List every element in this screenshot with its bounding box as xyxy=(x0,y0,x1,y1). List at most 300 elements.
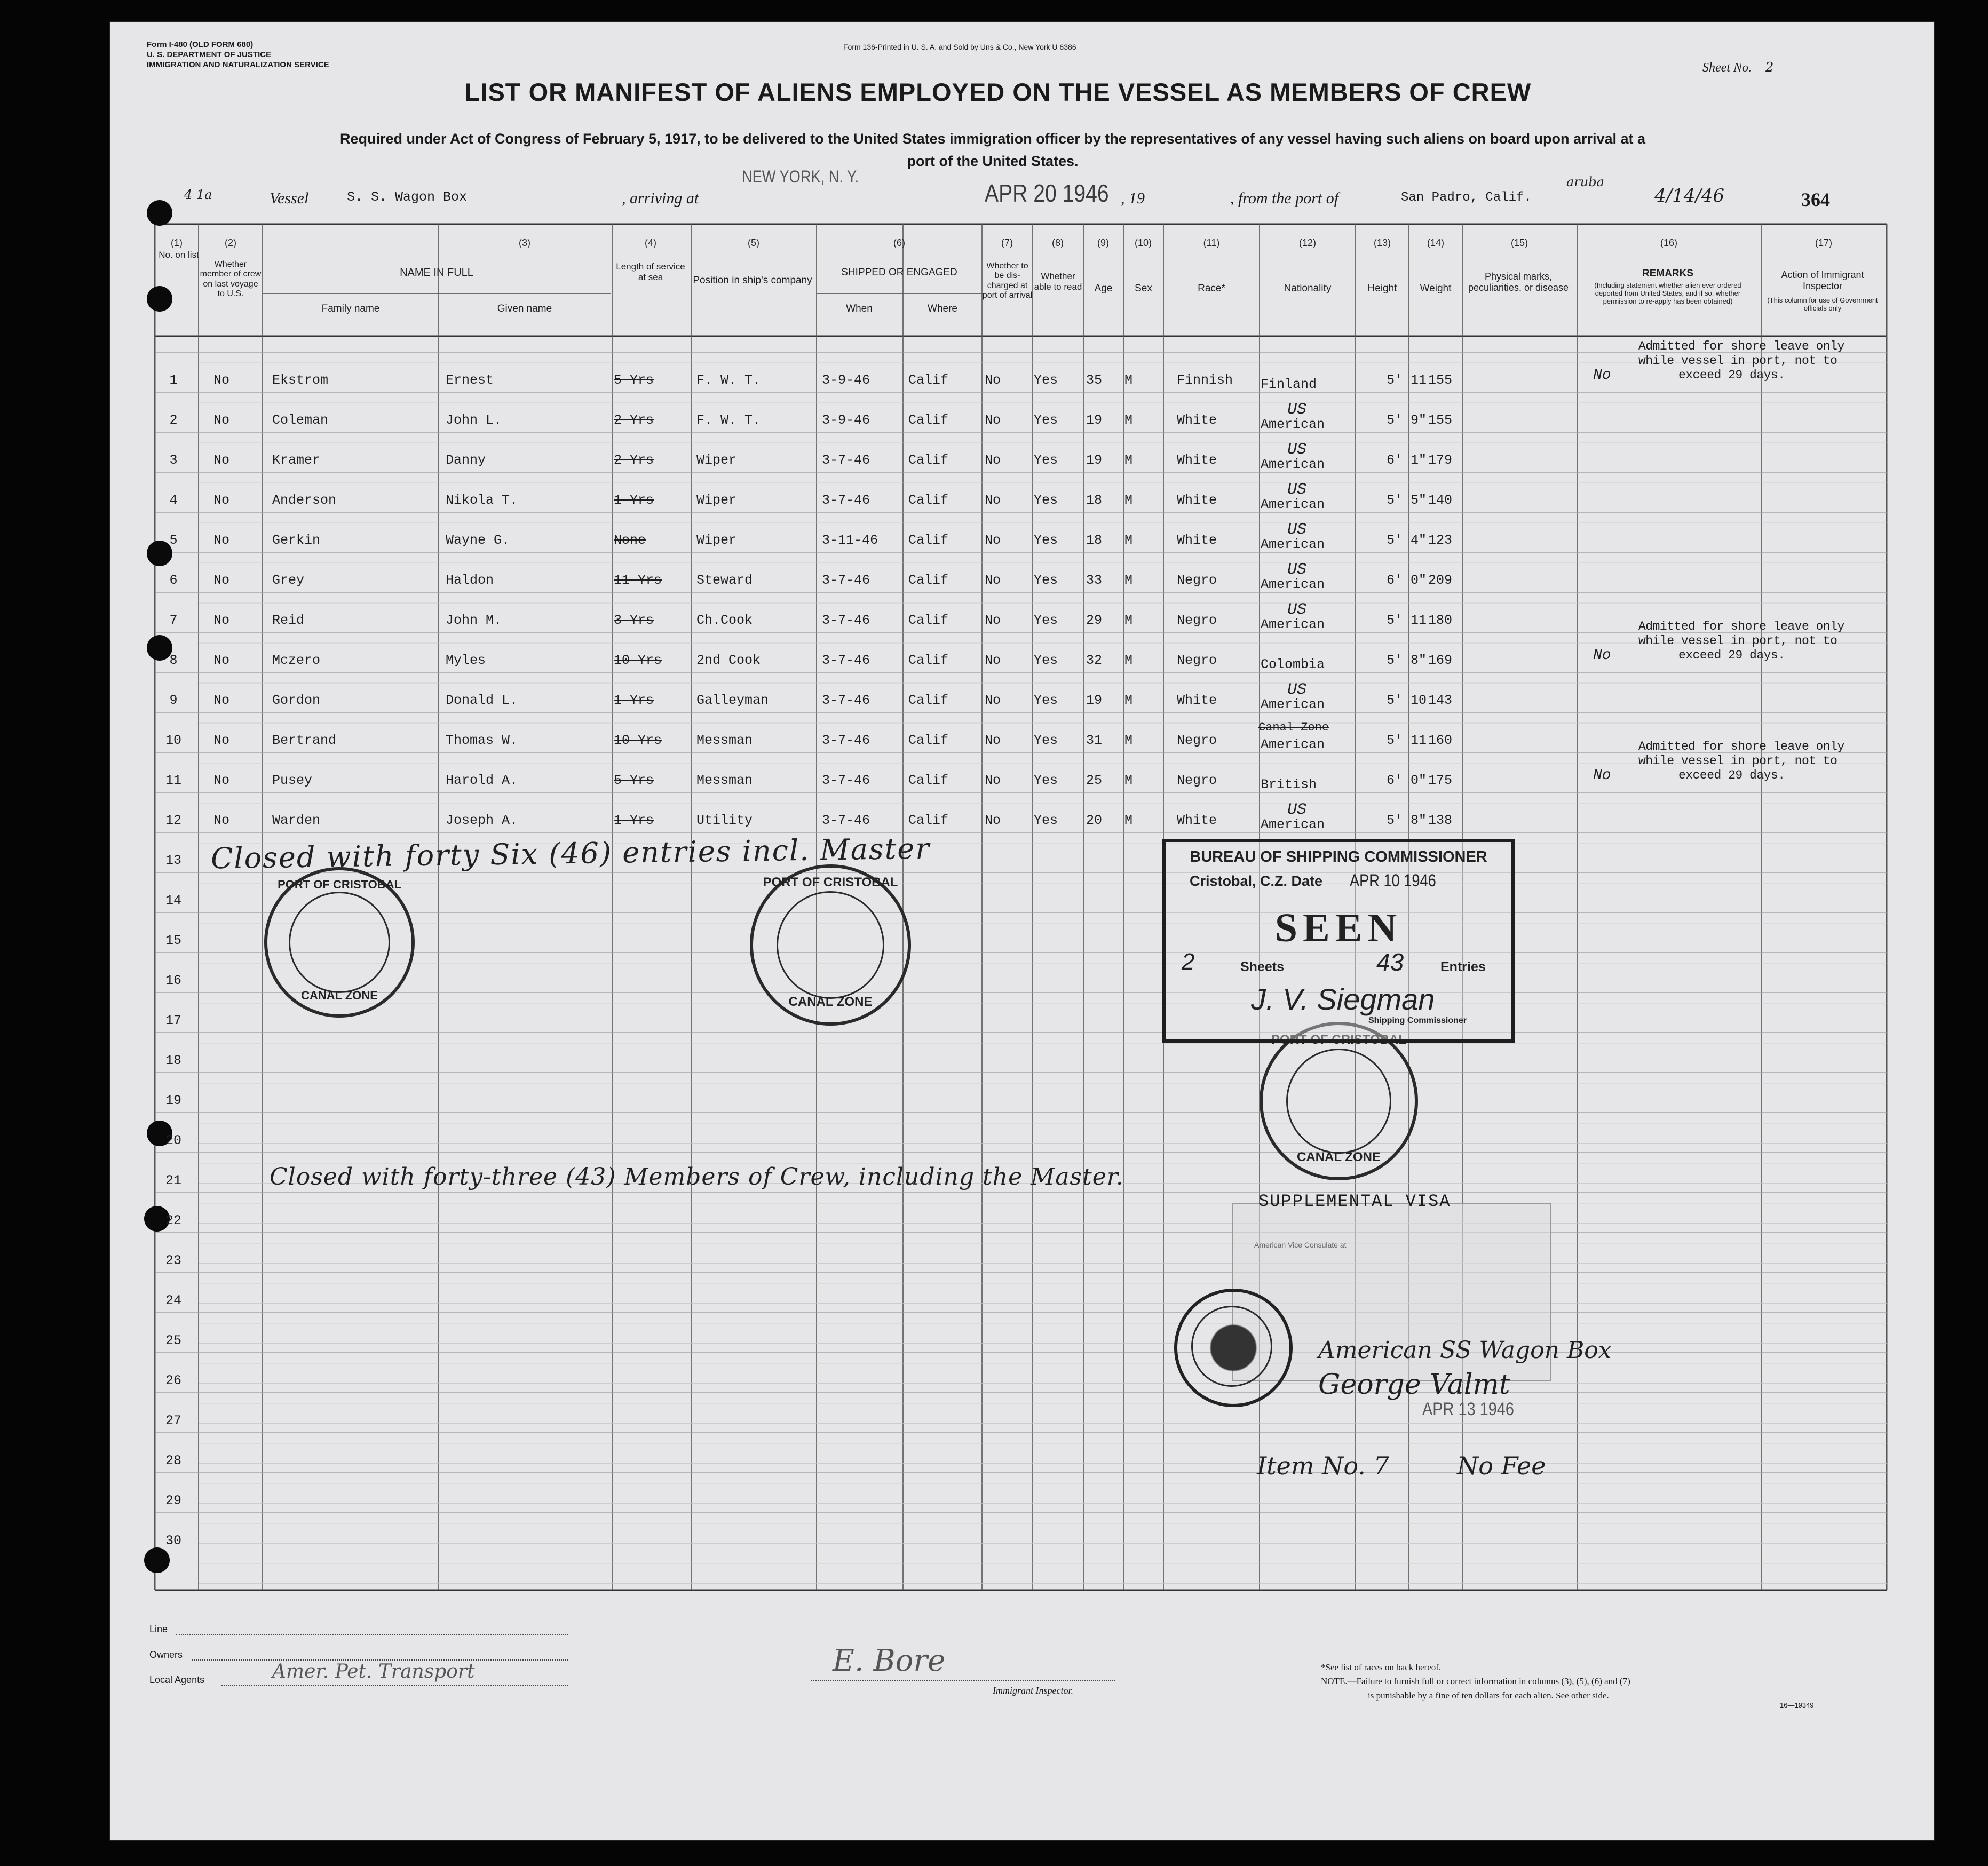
cell-position: F. W. T. xyxy=(696,372,761,388)
cell-sex: M xyxy=(1124,733,1133,748)
cell-nationality: American xyxy=(1261,817,1325,832)
cell-race: Finnish xyxy=(1177,372,1233,388)
cell-read: Yes xyxy=(1034,533,1058,548)
column-number: (16) xyxy=(1660,237,1677,248)
vessel-line xyxy=(155,167,1905,216)
cell-nationality: American xyxy=(1261,537,1325,552)
vessel-name: S. S. Wagon Box xyxy=(347,189,468,205)
page-number: 364 xyxy=(1801,189,1830,210)
cell-when: 3-7-46 xyxy=(822,653,870,668)
remarks-text: while vessel in port, not to xyxy=(1638,634,1837,648)
cell-read: Yes xyxy=(1034,773,1058,788)
header-able-read: Whether able to read xyxy=(1034,271,1082,292)
cell-read: Yes xyxy=(1034,813,1058,828)
cell-age: 19 xyxy=(1086,452,1103,468)
cell-height: 5' 8" xyxy=(1387,813,1427,828)
cell-nationality: American xyxy=(1261,737,1325,752)
header-nationality: Nationality xyxy=(1284,283,1332,294)
cell-nationality-note: US xyxy=(1287,481,1307,499)
header-when: When xyxy=(846,303,873,314)
cell-race: White xyxy=(1177,412,1217,428)
cell-nationality-note: US xyxy=(1287,401,1307,419)
page-subtitle xyxy=(155,128,1831,173)
inspector-label: Immigrant Inspector. xyxy=(993,1685,1073,1696)
note-failure: NOTE.—Failure to furnish full or correct information in columns (3), (5), (6) and (7) xyxy=(1321,1676,1630,1687)
cell-weight: 155 xyxy=(1428,372,1453,388)
cell-position: Ch.Cook xyxy=(696,613,753,628)
remarks-text: Admitted for shore leave only xyxy=(1638,740,1844,753)
header-last-voyage: Whether member of crew on last voyage to U.S. xyxy=(200,260,262,299)
cell-read: Yes xyxy=(1034,412,1058,428)
cell-given-name: Joseph A. xyxy=(446,813,518,828)
cell-last-voyage: No xyxy=(213,693,230,708)
cell-discharge: No xyxy=(985,372,1001,388)
cell-age: 25 xyxy=(1086,773,1103,788)
cell-age: 31 xyxy=(1086,733,1103,748)
cell-discharge: No xyxy=(985,533,1001,548)
form-code: 16—19349 xyxy=(1780,1701,1814,1709)
cell-where: Calif xyxy=(908,372,949,388)
cell-discharge: No xyxy=(985,813,1001,828)
header-weight: Weight xyxy=(1420,283,1452,294)
cell-where: Calif xyxy=(908,653,949,668)
cell-service: 10 Yrs xyxy=(614,733,662,748)
cell-height: 5' 5" xyxy=(1387,493,1427,508)
remarks-text: exceed 29 days. xyxy=(1678,648,1785,662)
cell-last-voyage: No xyxy=(213,372,230,388)
cell-read: Yes xyxy=(1034,372,1058,388)
department: U. S. DEPARTMENT OF JUSTICE xyxy=(147,50,272,59)
column-number: (3) xyxy=(519,237,530,248)
row-number: 16 xyxy=(165,973,181,988)
cell-last-voyage: No xyxy=(213,493,230,508)
remarks-text: Admitted for shore leave only xyxy=(1638,620,1844,633)
page-title: LIST OR MANIFEST OF ALIENS EMPLOYED ON THE VESSEL AS MEMBERS OF CREW xyxy=(464,78,1532,106)
cell-when: 3-7-46 xyxy=(822,493,870,508)
row-number: 17 xyxy=(165,1013,181,1028)
header-name-in-full: NAME IN FULL xyxy=(400,267,473,279)
cell-nationality: American xyxy=(1261,697,1325,712)
footer-notes xyxy=(1321,1661,1630,1703)
cell-read: Yes xyxy=(1034,693,1058,708)
subtitle-line-1: Required under Act of Congress of February 5, 1917, to be delivered to the United States immigration officer by the representatives of any vessel having such aliens on board upon arrival at a xyxy=(339,131,1646,147)
cell-sex: M xyxy=(1124,533,1133,548)
cell-weight: 209 xyxy=(1428,573,1453,588)
cell-discharge: No xyxy=(985,613,1001,628)
consulate-seal xyxy=(1174,1289,1293,1407)
cell-weight: 140 xyxy=(1428,493,1453,508)
cell-age: 20 xyxy=(1086,813,1103,828)
cell-race: White xyxy=(1177,693,1217,708)
row-number: 14 xyxy=(165,893,181,908)
inspector-signature: E. Bore xyxy=(833,1643,946,1678)
row-number: 18 xyxy=(165,1053,181,1068)
cell-last-voyage: No xyxy=(213,573,230,588)
remarks-mark: No xyxy=(1593,647,1611,664)
port-of-cristobal-stamp: PORT OF CRISTOBAL CANAL ZONE xyxy=(264,867,415,1018)
header-action-note: (This column for use of Government officials only xyxy=(1767,296,1878,312)
cell-family-name: Anderson xyxy=(272,493,337,508)
cell-last-voyage: No xyxy=(213,412,230,428)
visa-date-stamp: APR 13 1946 xyxy=(1422,1399,1514,1419)
arriving-at-stamp: NEW YORK, N. Y. xyxy=(742,167,859,186)
cell-read: Yes xyxy=(1034,573,1058,588)
cell-position: F. W. T. xyxy=(696,412,761,428)
cell-last-voyage: No xyxy=(213,773,230,788)
header-age: Age xyxy=(1094,283,1113,294)
remarks-mark: No xyxy=(1593,767,1611,784)
from-label: , from the port of xyxy=(1230,189,1339,207)
header-sex: Sex xyxy=(1135,283,1152,294)
aruba-date: 4/14/46 xyxy=(1654,185,1725,207)
row-number: 13 xyxy=(165,853,181,868)
cell-sex: M xyxy=(1124,653,1133,668)
remarks-text: exceed 29 days. xyxy=(1678,368,1785,382)
cell-height: 5' 11 xyxy=(1387,613,1427,628)
cell-height: 5' 9" xyxy=(1387,412,1427,428)
cell-family-name: Reid xyxy=(272,613,305,628)
item-number: Item No. 7 xyxy=(1257,1451,1389,1480)
cell-given-name: Nikola T. xyxy=(446,493,518,508)
remarks-mark: No xyxy=(1593,367,1611,384)
column-number: (2) xyxy=(225,237,236,248)
column-number: (14) xyxy=(1427,237,1444,248)
column-number: (15) xyxy=(1510,237,1528,248)
cell-height: 5' 10 xyxy=(1387,693,1427,708)
row-number: 23 xyxy=(165,1253,181,1268)
cell-given-name: John L. xyxy=(446,412,502,428)
cell-race: Negro xyxy=(1177,573,1217,588)
cell-nationality: American xyxy=(1261,577,1325,592)
cell-weight: 180 xyxy=(1428,613,1453,628)
vessel-label: Vessel xyxy=(270,189,309,207)
cell-weight: 138 xyxy=(1428,813,1453,828)
row-number: 24 xyxy=(165,1293,181,1308)
cell-where: Calif xyxy=(908,573,949,588)
remarks-text: Admitted for shore leave only xyxy=(1638,339,1844,353)
header-given-name: Given name xyxy=(497,303,552,314)
cell-position: Galleyman xyxy=(696,693,769,708)
row-number: 3 xyxy=(169,452,178,468)
service: IMMIGRATION AND NATURALIZATION SERVICE xyxy=(147,60,329,69)
cell-service: 1 Yrs xyxy=(614,493,654,508)
year-label: , 19 xyxy=(1121,189,1145,207)
cell-sex: M xyxy=(1124,412,1133,428)
row-number: 7 xyxy=(169,613,178,628)
cell-family-name: Mczero xyxy=(272,653,321,668)
cell-last-voyage: No xyxy=(213,533,230,548)
cell-where: Calif xyxy=(908,733,949,748)
cell-position: Utility xyxy=(696,813,753,828)
cell-when: 3-7-46 xyxy=(822,733,870,748)
cell-age: 29 xyxy=(1086,613,1103,628)
column-number: (11) xyxy=(1203,237,1220,248)
form-id-block xyxy=(147,40,329,70)
local-agents-label: Local Agents xyxy=(149,1674,205,1686)
cell-race: White xyxy=(1177,493,1217,508)
cell-nationality-note: US xyxy=(1287,601,1307,619)
cell-nationality: British xyxy=(1261,777,1317,792)
cell-where: Calif xyxy=(908,493,949,508)
cell-service: 1 Yrs xyxy=(614,693,654,708)
cell-when: 3-7-46 xyxy=(822,613,870,628)
cell-service: 5 Yrs xyxy=(614,773,654,788)
cell-sex: M xyxy=(1124,813,1133,828)
subtitle-line-2: port of the United States. xyxy=(907,153,1079,169)
cell-sex: M xyxy=(1124,573,1133,588)
cell-weight: 179 xyxy=(1428,452,1453,468)
punch-hole xyxy=(144,1547,170,1573)
cell-where: Calif xyxy=(908,813,949,828)
sheet-no xyxy=(1702,60,1773,75)
cell-last-voyage: No xyxy=(213,613,230,628)
cell-nationality: American xyxy=(1261,417,1325,432)
column-number: (6) xyxy=(893,237,905,248)
cell-read: Yes xyxy=(1034,452,1058,468)
remarks-text: exceed 29 days. xyxy=(1678,768,1785,782)
row-number: 25 xyxy=(165,1333,181,1348)
column-number: (17) xyxy=(1815,237,1832,248)
cell-given-name: Harold A. xyxy=(446,773,518,788)
row-number: 4 xyxy=(169,493,178,508)
cell-sex: M xyxy=(1124,452,1133,468)
form-id: Form I-480 (OLD FORM 680) xyxy=(147,40,254,49)
cell-given-name: Thomas W. xyxy=(446,733,518,748)
cell-nationality-note: US xyxy=(1287,801,1307,819)
cell-when: 3-7-46 xyxy=(822,773,870,788)
cell-nationality-note: US xyxy=(1287,681,1307,699)
cell-position: Messman xyxy=(696,773,753,788)
cell-last-voyage: No xyxy=(213,733,230,748)
cell-height: 5' 8" xyxy=(1387,653,1427,668)
port-of-cristobal-stamp: PORT OF CRISTOBAL CANAL ZONE xyxy=(750,864,911,1026)
remarks-text: while vessel in port, not to xyxy=(1638,354,1837,368)
row-number: 30 xyxy=(165,1533,181,1549)
cell-weight: 169 xyxy=(1428,653,1453,668)
aruba-note: aruba xyxy=(1566,174,1604,189)
header-action: Action of Immigrant Inspector xyxy=(1781,269,1864,291)
cell-family-name: Gerkin xyxy=(272,533,321,548)
cell-race: White xyxy=(1177,452,1217,468)
cell-age: 35 xyxy=(1086,372,1103,388)
cell-family-name: Gordon xyxy=(272,693,321,708)
cell-weight: 155 xyxy=(1428,412,1453,428)
cell-discharge: No xyxy=(985,452,1001,468)
closed-annotation-1: Closed with forty Six (46) entries incl. Master xyxy=(210,831,931,876)
note-races: *See list of races on back hereof. xyxy=(1321,1662,1442,1672)
column-number: (8) xyxy=(1052,237,1064,248)
cell-last-voyage: No xyxy=(213,452,230,468)
sheet-number: 2 xyxy=(1765,60,1774,75)
cell-when: 3-7-46 xyxy=(822,452,870,468)
cell-read: Yes xyxy=(1034,653,1058,668)
cell-nationality: Finland xyxy=(1261,377,1317,392)
cell-nationality: American xyxy=(1261,617,1325,632)
cell-race: White xyxy=(1177,813,1217,828)
cell-given-name: John M. xyxy=(446,613,502,628)
cell-family-name: Ekstrom xyxy=(272,372,329,388)
cell-age: 18 xyxy=(1086,493,1103,508)
cell-when: 3-7-46 xyxy=(822,693,870,708)
cell-given-name: Ernest xyxy=(446,372,494,388)
cell-race: Negro xyxy=(1177,653,1217,668)
row-number: 1 xyxy=(169,372,178,388)
header-family-name: Family name xyxy=(321,303,380,314)
cell-family-name: Grey xyxy=(272,573,305,588)
punch-hole xyxy=(147,286,172,312)
arrival-date-stamp: APR 20 1946 xyxy=(985,179,1109,207)
row-number: 21 xyxy=(165,1173,181,1188)
cell-given-name: Wayne G. xyxy=(446,533,510,548)
column-number: (12) xyxy=(1298,237,1316,248)
cell-where: Calif xyxy=(908,773,949,788)
cell-when: 3-11-46 xyxy=(822,533,878,548)
row-number: 11 xyxy=(165,773,181,788)
cell-height: 5' 11 xyxy=(1387,372,1427,388)
column-number: (4) xyxy=(645,237,656,248)
cell-race: White xyxy=(1177,533,1217,548)
cell-height: 5' 11 xyxy=(1387,733,1427,748)
row-number: 20 xyxy=(165,1133,181,1148)
cell-sex: M xyxy=(1124,693,1133,708)
row-number: 2 xyxy=(169,412,178,428)
row-number: 15 xyxy=(165,933,181,948)
row-number: 9 xyxy=(169,693,178,708)
row-number: 26 xyxy=(165,1373,181,1388)
cell-race: Negro xyxy=(1177,613,1217,628)
row-number: 22 xyxy=(165,1213,181,1228)
cell-service: 2 Yrs xyxy=(614,452,654,468)
supplemental-visa-stamp: SUPPLEMENTAL VISA American Vice Consulate at xyxy=(1232,1203,1551,1381)
cell-given-name: Haldon xyxy=(446,573,494,588)
sheet-label: Sheet No. xyxy=(1702,61,1752,75)
cell-when: 3-7-46 xyxy=(822,813,870,828)
cell-service: 10 Yrs xyxy=(614,653,662,668)
cell-family-name: Coleman xyxy=(272,412,329,428)
port-of-cristobal-stamp: PORT OF CRISTOBAL CANAL ZONE xyxy=(1260,1022,1418,1180)
cell-discharge: No xyxy=(985,573,1001,588)
cell-position: 2nd Cook xyxy=(696,653,761,668)
owners-label: Owners xyxy=(149,1649,183,1660)
cell-discharge: No xyxy=(985,493,1001,508)
cell-weight: 143 xyxy=(1428,693,1453,708)
cell-age: 18 xyxy=(1086,533,1103,548)
cell-height: 6' 0" xyxy=(1387,573,1427,588)
cell-discharge: No xyxy=(985,693,1001,708)
margin-mark: 4 1a xyxy=(184,187,212,202)
header-where: Where xyxy=(928,303,957,314)
cell-family-name: Bertrand xyxy=(272,733,337,748)
cell-where: Calif xyxy=(908,412,949,428)
shipping-commissioner-stamp: BUREAU OF SHIPPING COMMISSIONER Cristobal, C.Z. Date APR 10 1946 SEEN 2 Sheets 43 Entries J. V. Siegman Shipping Commissioner xyxy=(1162,839,1515,1043)
header-no-on-list: No. on list xyxy=(159,250,199,260)
cell-read: Yes xyxy=(1034,493,1058,508)
cell-family-name: Kramer xyxy=(272,452,321,468)
cell-read: Yes xyxy=(1034,613,1058,628)
header-height: Height xyxy=(1367,283,1397,294)
cell-last-voyage: No xyxy=(213,813,230,828)
closed-annotation-2: Closed with forty-three (43) Members of Crew, including the Master. xyxy=(270,1163,1124,1190)
cell-service: None xyxy=(614,533,646,548)
cell-position: Steward xyxy=(696,573,753,588)
cell-position: Wiper xyxy=(696,533,737,548)
header-remarks-note: (Including statement whether alien ever ordered deported from United States, and if so, whether permission to re-apply has been obtained) xyxy=(1594,281,1741,305)
cell-when: 3-9-46 xyxy=(822,412,870,428)
cell-age: 19 xyxy=(1086,412,1103,428)
header-race: Race* xyxy=(1198,283,1225,294)
cell-race: Negro xyxy=(1177,773,1217,788)
header-physical: Physical marks, peculiarities, or disease xyxy=(1468,271,1569,293)
cell-where: Calif xyxy=(908,613,949,628)
cell-nationality-note: US xyxy=(1287,441,1307,459)
cell-sex: M xyxy=(1124,773,1133,788)
row-number: 28 xyxy=(165,1453,181,1468)
column-number: (1) xyxy=(171,237,183,248)
cell-sex: M xyxy=(1124,372,1133,388)
cell-nationality: Colombia xyxy=(1261,657,1325,672)
cell-sex: M xyxy=(1124,613,1133,628)
cell-nationality: American xyxy=(1261,457,1325,472)
cell-family-name: Warden xyxy=(272,813,321,828)
cell-weight: 160 xyxy=(1428,733,1453,748)
cell-sex: M xyxy=(1124,493,1133,508)
header-discharged: Whether to be dis-charged at port of arrival xyxy=(982,261,1033,300)
cell-height: 6' 0" xyxy=(1387,773,1427,788)
cell-nationality-note: US xyxy=(1287,521,1307,539)
cell-service: 3 Yrs xyxy=(614,613,654,628)
remarks-text: while vessel in port, not to xyxy=(1638,754,1837,768)
local-agent-value: Amer. Pet. Transport xyxy=(272,1661,475,1682)
row-number: 6 xyxy=(169,573,178,588)
from-port: San Padro, Calif. xyxy=(1401,190,1532,205)
cell-age: 32 xyxy=(1086,653,1103,668)
cell-where: Calif xyxy=(908,693,949,708)
column-number: (5) xyxy=(748,237,759,248)
header-remarks: REMARKS xyxy=(1642,268,1694,279)
header-position: Position in ship's company xyxy=(693,275,812,286)
row-number: 8 xyxy=(169,653,178,668)
cell-height: 5' 4" xyxy=(1387,533,1427,548)
footer-labels xyxy=(149,1617,204,1693)
column-number: (10) xyxy=(1134,237,1152,248)
row-number: 27 xyxy=(165,1413,181,1428)
cell-where: Calif xyxy=(908,452,949,468)
cell-position: Messman xyxy=(696,733,753,748)
column-number: (13) xyxy=(1373,237,1391,248)
cell-where: Calif xyxy=(908,533,949,548)
cell-position: Wiper xyxy=(696,452,737,468)
cell-family-name: Pusey xyxy=(272,773,313,788)
cell-position: Wiper xyxy=(696,493,737,508)
cell-discharge: No xyxy=(985,773,1001,788)
cell-given-name: Donald L. xyxy=(446,693,518,708)
cell-service: 2 Yrs xyxy=(614,412,654,428)
cell-given-name: Myles xyxy=(446,653,486,668)
arriving-label: , arriving at xyxy=(622,189,699,207)
cell-when: 3-9-46 xyxy=(822,372,870,388)
cell-discharge: No xyxy=(985,653,1001,668)
cell-service: 1 Yrs xyxy=(614,813,654,828)
cell-age: 19 xyxy=(1086,693,1103,708)
cell-discharge: No xyxy=(985,412,1001,428)
header-length-service: Length of service at sea xyxy=(616,261,685,282)
line-label: Line xyxy=(149,1624,168,1634)
cell-given-name: Danny xyxy=(446,452,486,468)
cell-nationality-note: Canal Zone xyxy=(1258,721,1329,734)
cell-weight: 123 xyxy=(1428,533,1453,548)
cell-age: 33 xyxy=(1086,573,1103,588)
cell-service: 11 Yrs xyxy=(614,573,662,588)
